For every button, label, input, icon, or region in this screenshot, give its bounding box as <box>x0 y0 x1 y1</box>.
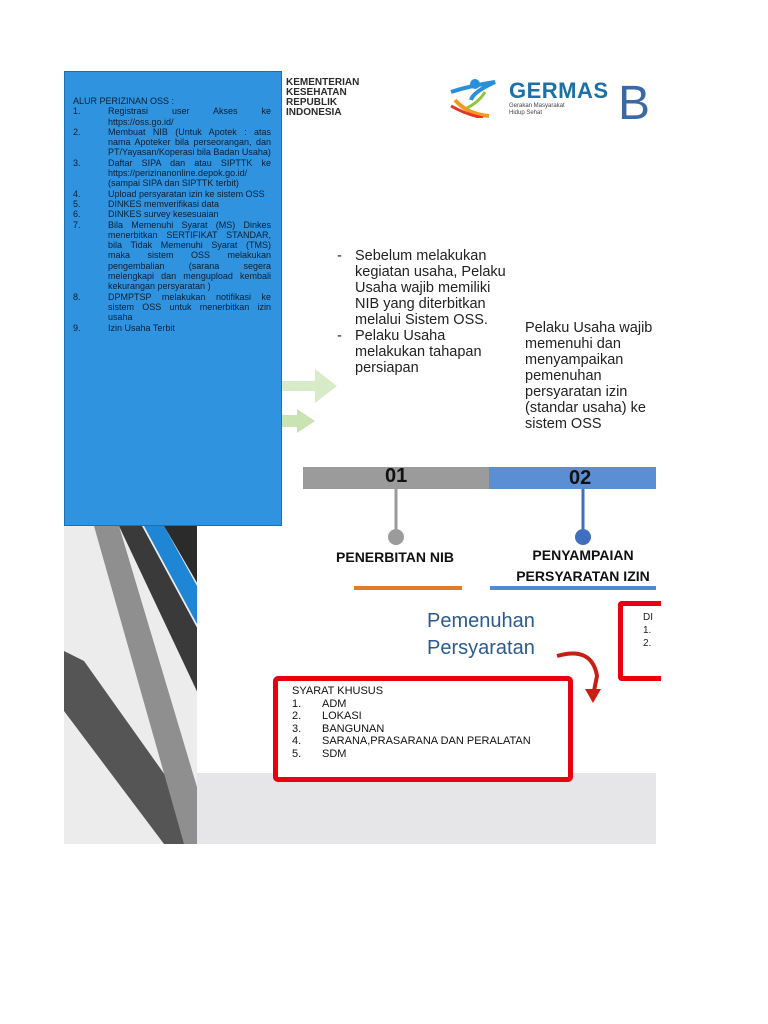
germas-logo-icon <box>449 78 511 118</box>
list-item <box>73 220 271 292</box>
kemenkes-line: REPUBLIK <box>286 97 338 108</box>
step2-description: Pelaku Usaha wajib memenuhi dan menyampaikan pemenuhan persyaratan izin (standar usaha) ke sistem OSS <box>525 320 653 432</box>
bullet-item <box>337 248 507 328</box>
pemenuhan-line: Persyaratan <box>427 637 535 659</box>
list-number: 7. <box>73 219 81 230</box>
kemenkes-line: KEMENTERIAN <box>286 77 360 88</box>
list-number: 2. <box>73 126 81 137</box>
step2-underline <box>490 586 656 590</box>
step2-label-text: PENYAMPAIAN PERSYARATAN IZIN <box>516 547 650 584</box>
list-item <box>73 209 271 219</box>
list-item <box>292 735 582 748</box>
list-text: Izin Usaha Terbit <box>108 322 175 333</box>
list-number: 2. <box>292 710 302 722</box>
list-number: 1. <box>73 106 81 117</box>
list-item <box>73 199 271 209</box>
right-box-line: DI <box>643 612 653 623</box>
list-text: SDM <box>322 747 347 760</box>
panel-title: ALUR PERIZINAN OSS : <box>73 96 175 106</box>
title-letter: B <box>618 77 651 130</box>
list-number: 1. <box>292 697 302 710</box>
list-text: BANGUNAN <box>322 722 385 735</box>
list-item <box>292 723 582 736</box>
list-text: DPMPTSP melakukan notifikasi ke sistem OSS untuk menerbitkan izin usaha <box>108 291 271 323</box>
list-text: Bila Memenuhi Syarat (MS) Dinkes menerbitkan SERTIFIKAT STANDAR, bila Tidak Memenuhi Syarat (TMS) maka sistem OSS melakukan pengembalian (sarana segera melengkapi dan mengupload kembali kekurangan persyaratan ) <box>108 219 271 292</box>
step1-label: PENERBITAN NIB <box>336 549 454 565</box>
list-item <box>73 106 271 127</box>
list-text: DINKES memverifikasi data <box>108 198 220 209</box>
list-number: 6. <box>73 209 81 220</box>
list-text: ADM <box>322 697 347 710</box>
step1-description <box>337 248 507 376</box>
list-item <box>73 292 271 323</box>
list-item <box>292 698 582 711</box>
list-text: Daftar SIPA dan atau SIPTTK ke https://perizinanonline.depok.go.id/ (sampai SIPA dan SIPTTK terbit) <box>108 157 271 189</box>
bullet-item <box>337 328 507 376</box>
kemenkes-name <box>286 78 396 118</box>
syarat-khusus-title: SYARAT KHUSUS <box>292 685 384 697</box>
step2-number: 02 <box>569 467 592 489</box>
list-number: 9. <box>73 322 81 333</box>
list-item <box>292 748 582 761</box>
step1-number: 01 <box>385 465 408 487</box>
list-item <box>73 127 271 158</box>
germas-title: GERMAS <box>509 78 609 103</box>
step1-underline <box>354 586 462 590</box>
kemenkes-line: INDONESIA <box>286 107 342 118</box>
right-box-text <box>643 611 659 650</box>
step2-label <box>507 545 656 587</box>
list-item <box>73 158 271 189</box>
bullet-text: Pelaku Usaha melakukan tahapan persiapan <box>355 328 482 376</box>
list-item <box>73 189 271 199</box>
list-number: 5. <box>292 747 302 760</box>
list-text: LOKASI <box>322 710 362 722</box>
list-number: 3. <box>73 157 81 168</box>
pemenuhan-line: Pemenuhan <box>427 610 535 632</box>
list-number: 4. <box>73 188 81 199</box>
right-box-line: 2. <box>643 638 652 649</box>
syarat-khusus-list <box>292 685 582 760</box>
list-text: SARANA,PRASARANA DAN PERALATAN <box>322 735 531 747</box>
bullet-dash: - <box>337 328 342 344</box>
alur-perizinan-panel <box>64 71 282 526</box>
list-text: Upload persyaratan izin ke sistem OSS <box>108 188 265 199</box>
list-text: DINKES survey kesesuaian <box>108 209 219 220</box>
list-number: 8. <box>73 291 81 302</box>
alur-perizinan-list <box>73 96 271 333</box>
list-number: 3. <box>292 722 302 735</box>
list-number: 4. <box>292 735 302 747</box>
bullet-dash: - <box>337 248 342 264</box>
list-number: 5. <box>73 198 81 209</box>
right-box-line: 1. <box>643 625 652 636</box>
list-item <box>292 710 582 723</box>
list-text: Membuat NIB (Untuk Apotek : atas nama Apoteker bila perseorangan, dan PT/Yayasan/Koperasi bila Badan Usaha) <box>108 126 271 158</box>
kemenkes-line: KESEHATAN <box>286 87 347 98</box>
bullet-text: Sebelum melakukan kegiatan usaha, Pelaku Usaha wajib memiliki NIB yang diterbitkan melalui Sistem OSS. <box>355 248 506 328</box>
list-item <box>73 323 271 333</box>
pemenuhan-heading <box>427 608 535 662</box>
germas-subtitle: Gerakan Masyarakat Hidup Sehat <box>509 103 565 116</box>
list-text: Registrasi user Akses ke https://oss.go.id/ <box>108 106 271 127</box>
